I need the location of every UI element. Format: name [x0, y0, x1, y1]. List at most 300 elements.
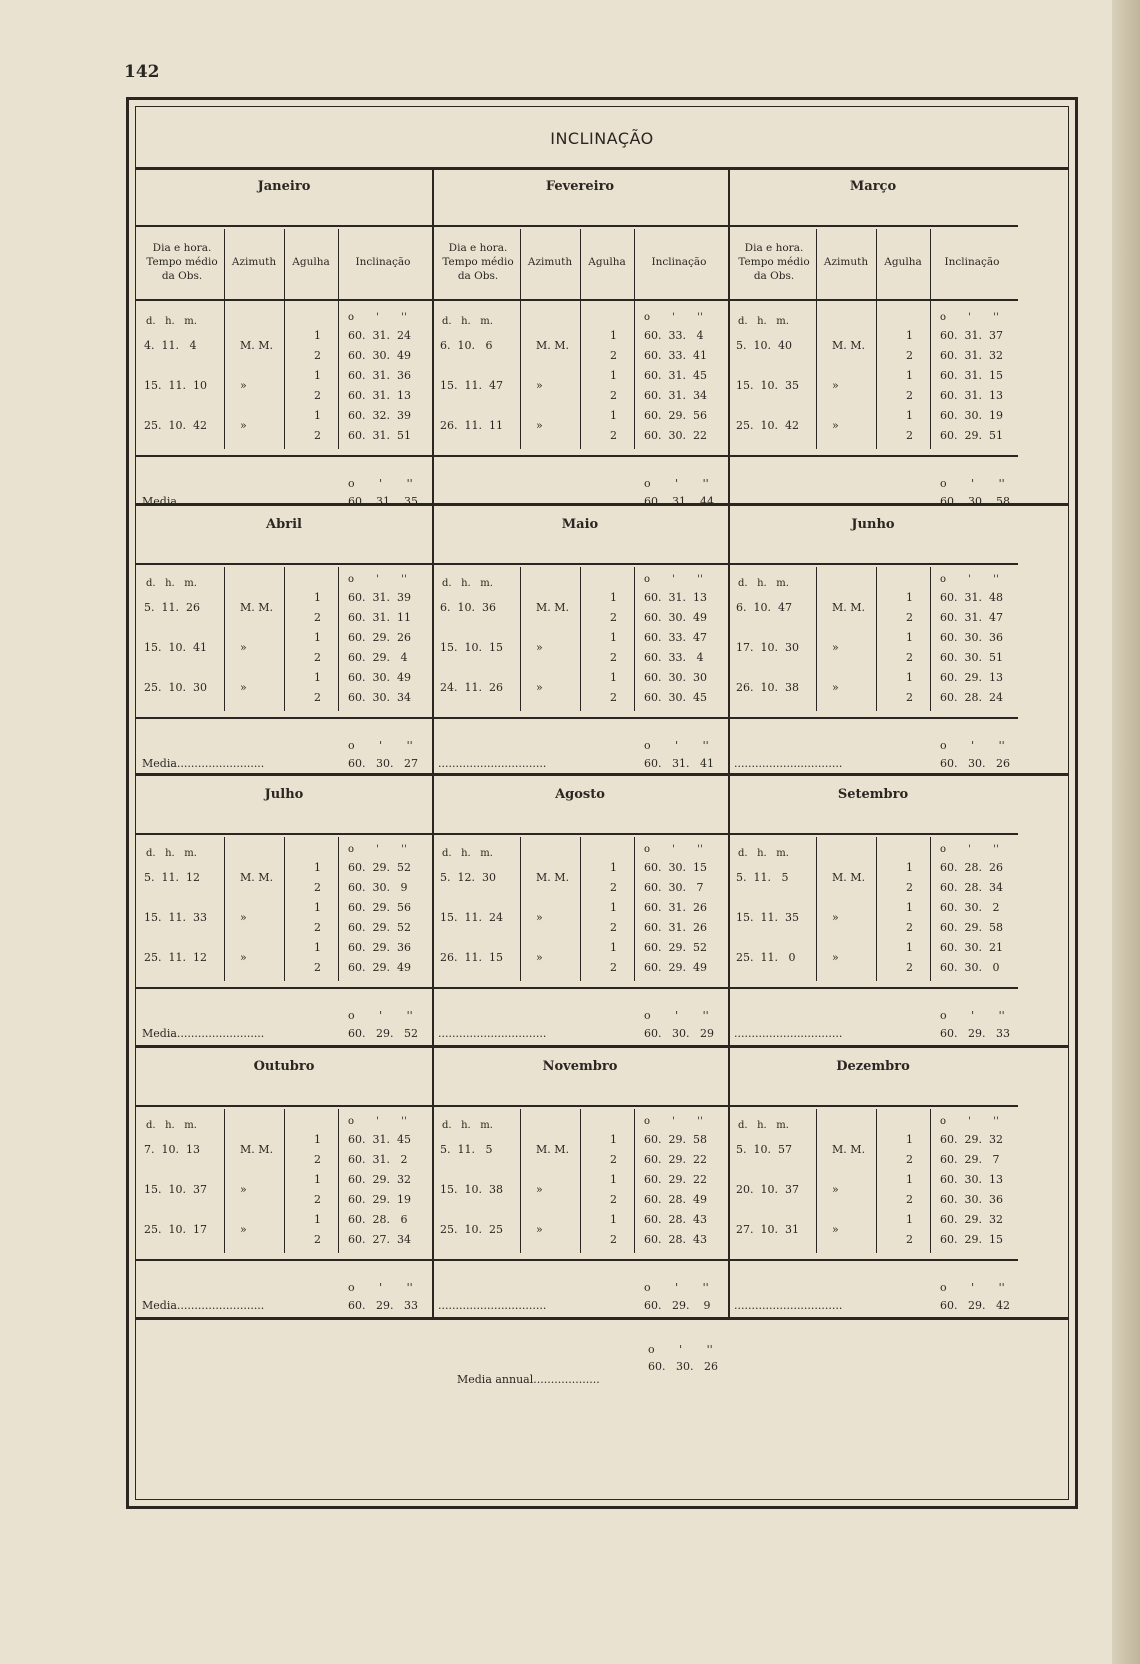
section-rule-3 [136, 1317, 1068, 1320]
agulha-value: 1 [906, 1213, 913, 1226]
inclinacao-value: 60. 30. 9 [348, 881, 408, 894]
agulha-value: 2 [906, 881, 913, 894]
agulha-value: 1 [906, 591, 913, 604]
header-inclinacao: Inclinação [651, 256, 707, 268]
media-units: o ' '' [348, 477, 413, 490]
header-azimuth: Azimuth [527, 256, 573, 268]
inclinacao-value: 60. 31. 37 [940, 329, 1003, 342]
annual-media-value: 60. 30. 26 [648, 1360, 718, 1373]
header-dia: Dia e hora. [448, 242, 508, 254]
azimuth-value: » [240, 911, 247, 924]
obs-time: 6. 10. 6 [440, 339, 493, 352]
col-line-azimuth [224, 567, 225, 711]
inclinacao-value: 60. 30. 36 [940, 631, 1003, 644]
agulha-value: 1 [610, 631, 617, 644]
month-name: Outubro [253, 1059, 315, 1074]
obs-time: 5. 11. 12 [144, 871, 200, 884]
header-obs: da Obs. [753, 270, 795, 282]
units-dhm: d. h. m. [442, 316, 493, 327]
header-bottom-line [728, 1105, 1018, 1107]
table-inner [135, 106, 1069, 1500]
agulha-value: 2 [906, 961, 913, 974]
agulha-value: 2 [906, 1233, 913, 1246]
inclinacao-value: 60. 29. 58 [644, 1133, 707, 1146]
obs-time: 6. 10. 36 [440, 601, 496, 614]
units-deg: o ' '' [644, 312, 703, 323]
media-label: Media [142, 757, 177, 770]
agulha-value: 2 [906, 1153, 913, 1166]
units-dhm: d. h. m. [442, 1120, 493, 1131]
media-dots: ............................... [734, 1299, 843, 1312]
units-dhm: d. h. m. [442, 578, 493, 589]
units-dhm: d. h. m. [442, 848, 493, 859]
inclinacao-value: 60. 27. 34 [348, 1233, 411, 1246]
inclinacao-value: 60. 29. 26 [348, 631, 411, 644]
inclinacao-value: 60. 30. 21 [940, 941, 1003, 954]
agulha-value: 1 [610, 591, 617, 604]
col-line-azimuth [224, 229, 225, 449]
page-number: 142 [124, 62, 160, 82]
agulha-value: 1 [610, 1133, 617, 1146]
header-bottom-line [136, 1105, 432, 1107]
inclinacao-value: 60. 31. 45 [644, 369, 707, 382]
col-line-agulha [580, 229, 581, 449]
media-dots: ......................... [176, 1299, 265, 1312]
media-dots: ......................... [176, 495, 265, 508]
media-units: o ' '' [348, 739, 413, 752]
units-deg: o ' '' [940, 844, 999, 855]
month-block-setembro [728, 777, 1018, 1047]
obs-time: 5. 11. 26 [144, 601, 200, 614]
inclinacao-value: 60. 31. 47 [940, 611, 1003, 624]
month-block-junho [728, 507, 1018, 777]
media-dots: ............................... [438, 1027, 547, 1040]
header-agulha: Agulha [884, 256, 922, 268]
header-bottom-line [136, 563, 432, 565]
header-agulha: Agulha [588, 256, 626, 268]
col-line-inclinacao [338, 1109, 339, 1253]
inclinacao-value: 60. 29. 4 [348, 651, 408, 664]
units-dhm: d. h. m. [738, 1120, 789, 1131]
header-dia: Dia e hora. [152, 242, 212, 254]
units-deg: o ' '' [644, 574, 703, 585]
month-name: Janeiro [257, 179, 311, 194]
col-line-inclinacao [338, 229, 339, 449]
agulha-value: 1 [610, 1213, 617, 1226]
inclinacao-value: 60. 30. 2 [940, 901, 1000, 914]
obs-time: 15. 10. 15 [440, 641, 503, 654]
inclinacao-value: 60. 29. 52 [348, 861, 411, 874]
header-bottom-line [432, 833, 728, 835]
obs-time: 25. 10. 30 [144, 681, 207, 694]
agulha-value: 2 [314, 1193, 321, 1206]
annual-media-row [436, 1360, 600, 1399]
agulha-value: 1 [610, 941, 617, 954]
inclinacao-value: 60. 31. 13 [644, 591, 707, 604]
obs-time: 27. 10. 31 [736, 1223, 799, 1236]
inclinacao-value: 60. 30. 15 [644, 861, 707, 874]
col-line-agulha [284, 567, 285, 711]
obs-time: 5. 11. 5 [440, 1143, 493, 1156]
media-units: o ' '' [940, 739, 1005, 752]
col-line-azimuth [816, 229, 817, 449]
col-line-inclinacao [338, 837, 339, 981]
media-value: 60. 29. 52 [348, 1027, 418, 1040]
agulha-value: 1 [610, 901, 617, 914]
col-line-inclinacao [930, 229, 931, 449]
agulha-value: 1 [906, 671, 913, 684]
obs-time: 26. 10. 38 [736, 681, 799, 694]
azimuth-value: M. M. [536, 601, 570, 614]
col-line-agulha [876, 567, 877, 711]
agulha-value: 1 [906, 1173, 913, 1186]
month-block-março [728, 169, 1018, 507]
inclinacao-value: 60. 29. 22 [644, 1153, 707, 1166]
obs-time: 24. 11. 26 [440, 681, 503, 694]
agulha-value: 2 [314, 1153, 321, 1166]
azimuth-value: » [832, 379, 839, 392]
agulha-value: 2 [314, 881, 321, 894]
header-inclinacao: Inclinação [355, 256, 411, 268]
units-dhm: d. h. m. [146, 1120, 197, 1131]
inclinacao-value: 60. 31. 15 [940, 369, 1003, 382]
media-value: 60. 29. 9 [644, 1299, 711, 1312]
media-units: o ' '' [940, 477, 1005, 490]
col-line-inclinacao [930, 837, 931, 981]
obs-time: 17. 10. 30 [736, 641, 799, 654]
obs-time: 26. 11. 15 [440, 951, 503, 964]
units-deg: o ' '' [644, 844, 703, 855]
month-block-agosto [432, 777, 728, 1047]
month-block-julho [136, 777, 432, 1047]
inclinacao-value: 60. 29. 36 [348, 941, 411, 954]
azimuth-value: » [536, 951, 543, 964]
obs-time: 15. 11. 24 [440, 911, 503, 924]
col-line-azimuth [520, 1109, 521, 1253]
inclinacao-value: 60. 29. 56 [348, 901, 411, 914]
month-block-maio [432, 507, 728, 777]
agulha-value: 1 [314, 901, 321, 914]
inclinacao-value: 60. 32. 39 [348, 409, 411, 422]
media-row [438, 1299, 546, 1312]
media-row [438, 757, 546, 770]
azimuth-value: » [240, 419, 247, 432]
agulha-value: 2 [314, 429, 321, 442]
agulha-value: 2 [610, 429, 617, 442]
header-agulha: Agulha [292, 256, 330, 268]
media-row [438, 1027, 546, 1040]
media-row [142, 757, 264, 770]
agulha-value: 1 [610, 861, 617, 874]
units-deg: o ' '' [348, 1116, 407, 1127]
month-name: Maio [561, 517, 599, 532]
agulha-value: 2 [314, 961, 321, 974]
col-line-agulha [876, 1109, 877, 1253]
azimuth-value: » [832, 1183, 839, 1196]
inclinacao-value: 60. 31. 26 [644, 901, 707, 914]
inclinacao-value: 60. 29. 22 [644, 1173, 707, 1186]
agulha-value: 2 [906, 389, 913, 402]
header-obs: da Obs. [457, 270, 499, 282]
inclinacao-value: 60. 33. 47 [644, 631, 707, 644]
azimuth-value: » [536, 419, 543, 432]
media-value: 60. 29. 33 [940, 1027, 1010, 1040]
agulha-value: 2 [906, 429, 913, 442]
header-rule [728, 299, 1018, 301]
annual-media-units: o ' '' [648, 1343, 713, 1356]
inclinacao-value: 60. 29. 51 [940, 429, 1003, 442]
header-bottom-line [728, 833, 1018, 835]
month-name: Novembro [542, 1059, 618, 1074]
units-deg: o ' '' [348, 312, 407, 323]
inclinacao-value: 60. 28. 49 [644, 1193, 707, 1206]
col-line-azimuth [816, 1109, 817, 1253]
agulha-value: 2 [314, 349, 321, 362]
month-block-fevereiro [432, 169, 728, 507]
media-row [734, 757, 842, 770]
media-top-line [136, 987, 432, 989]
inclinacao-value: 60. 28. 43 [644, 1233, 707, 1246]
agulha-value: 1 [906, 861, 913, 874]
azimuth-value: M. M. [832, 339, 866, 352]
media-row [142, 1299, 264, 1312]
media-dots: ......................... [176, 1027, 265, 1040]
obs-time: 5. 11. 5 [736, 871, 789, 884]
media-value: 60. 29. 42 [940, 1299, 1010, 1312]
inclinacao-value: 60. 29. 52 [348, 921, 411, 934]
col-line-azimuth [224, 1109, 225, 1253]
inclinacao-value: 60. 31. 32 [940, 349, 1003, 362]
inclinacao-value: 60. 31. 34 [644, 389, 707, 402]
inclinacao-value: 60. 29. 56 [644, 409, 707, 422]
header-obs: da Obs. [161, 270, 203, 282]
agulha-value: 2 [906, 651, 913, 664]
agulha-value: 1 [314, 1213, 321, 1226]
inclinacao-value: 60. 31. 26 [644, 921, 707, 934]
azimuth-value: » [832, 641, 839, 654]
azimuth-value: » [832, 911, 839, 924]
inclinacao-value: 60. 31. 39 [348, 591, 411, 604]
inclinacao-value: 60. 30. 19 [940, 409, 1003, 422]
obs-time: 25. 10. 42 [144, 419, 207, 432]
azimuth-value: » [832, 681, 839, 694]
agulha-value: 1 [314, 1133, 321, 1146]
col-line-inclinacao [338, 567, 339, 711]
col-line-agulha [580, 837, 581, 981]
media-label: Media [142, 1299, 177, 1312]
inclinacao-value: 60. 29. 49 [348, 961, 411, 974]
media-row [734, 1299, 842, 1312]
month-name: Setembro [837, 787, 909, 802]
obs-time: 25. 11. 12 [144, 951, 207, 964]
inclinacao-value: 60. 30. 36 [940, 1193, 1003, 1206]
azimuth-value: » [536, 681, 543, 694]
azimuth-value: » [240, 379, 247, 392]
media-units: o ' '' [348, 1281, 413, 1294]
units-deg: o ' '' [348, 844, 407, 855]
agulha-value: 1 [906, 409, 913, 422]
azimuth-value: M. M. [832, 601, 866, 614]
azimuth-value: M. M. [536, 339, 570, 352]
azimuth-value: » [832, 419, 839, 432]
inclinacao-value: 60. 31. 11 [348, 611, 411, 624]
media-dots: ............................... [438, 495, 547, 508]
agulha-value: 1 [906, 941, 913, 954]
agulha-value: 2 [610, 1233, 617, 1246]
media-label: Media [142, 495, 177, 508]
col-line-agulha [284, 1109, 285, 1253]
inclinacao-value: 60. 30. 45 [644, 691, 707, 704]
media-dots: ......................... [176, 757, 265, 770]
col-line-azimuth [224, 837, 225, 981]
month-block-janeiro [136, 169, 432, 507]
inclinacao-value: 60. 29. 32 [940, 1213, 1003, 1226]
inclinacao-value: 60. 28. 26 [940, 861, 1003, 874]
media-row [142, 1027, 264, 1040]
media-dots: ............................... [734, 757, 843, 770]
col-line-azimuth [816, 567, 817, 711]
col-line-inclinacao [930, 567, 931, 711]
header-dia: Dia e hora. [744, 242, 804, 254]
agulha-value: 2 [314, 1233, 321, 1246]
obs-time: 15. 10. 37 [144, 1183, 207, 1196]
obs-time: 5. 12. 30 [440, 871, 496, 884]
obs-time: 25. 11. 0 [736, 951, 796, 964]
azimuth-value: M. M. [240, 871, 274, 884]
azimuth-value: » [536, 379, 543, 392]
obs-time: 15. 10. 38 [440, 1183, 503, 1196]
header-bottom-line [728, 225, 1018, 227]
units-deg: o ' '' [348, 574, 407, 585]
inclinacao-value: 60. 30. 51 [940, 651, 1003, 664]
inclinacao-value: 60. 28. 43 [644, 1213, 707, 1226]
agulha-value: 2 [314, 389, 321, 402]
media-units: o ' '' [348, 1009, 413, 1022]
page-edge [1112, 0, 1140, 1664]
inclinacao-value: 60. 33. 4 [644, 329, 704, 342]
agulha-value: 1 [314, 671, 321, 684]
agulha-value: 2 [610, 691, 617, 704]
header-tempo: Tempo médio [442, 256, 514, 268]
media-top-line [728, 987, 1018, 989]
media-units: o ' '' [644, 1281, 709, 1294]
col-line-inclinacao [930, 1109, 931, 1253]
agulha-value: 1 [314, 409, 321, 422]
annual-media-dots: ................... [533, 1373, 600, 1386]
inclinacao-value: 60. 33. 4 [644, 651, 704, 664]
column-divider-2 [728, 167, 730, 1317]
col-line-agulha [284, 837, 285, 981]
agulha-value: 1 [314, 591, 321, 604]
month-name: Março [849, 179, 897, 194]
header-inclinacao: Inclinação [944, 256, 1000, 268]
inclinacao-value: 60. 30. 49 [644, 611, 707, 624]
obs-time: 6. 10. 47 [736, 601, 792, 614]
col-line-agulha [876, 837, 877, 981]
inclinacao-value: 60. 30. 49 [348, 349, 411, 362]
col-line-inclinacao [634, 229, 635, 449]
agulha-value: 1 [610, 409, 617, 422]
units-deg: o ' '' [940, 312, 999, 323]
obs-time: 5. 10. 40 [736, 339, 792, 352]
agulha-value: 1 [906, 369, 913, 382]
agulha-value: 2 [906, 611, 913, 624]
agulha-value: 1 [610, 369, 617, 382]
media-top-line [432, 1259, 728, 1261]
media-top-line [136, 717, 432, 719]
inclinacao-value: 60. 31. 36 [348, 369, 411, 382]
azimuth-value: M. M. [536, 1143, 570, 1156]
units-deg: o ' '' [940, 1116, 999, 1127]
azimuth-value: » [536, 911, 543, 924]
inclinacao-value: 60. 30. 0 [940, 961, 1000, 974]
azimuth-value: » [240, 1223, 247, 1236]
header-bottom-line [432, 1105, 728, 1107]
col-line-azimuth [520, 567, 521, 711]
media-value: 60. 30. 26 [940, 757, 1010, 770]
inclinacao-value: 60. 29. 19 [348, 1193, 411, 1206]
header-azimuth: Azimuth [231, 256, 277, 268]
inclinacao-value: 60. 33. 41 [644, 349, 707, 362]
media-units: o ' '' [644, 1009, 709, 1022]
col-line-azimuth [520, 229, 521, 449]
units-deg: o ' '' [940, 574, 999, 585]
col-line-agulha [580, 567, 581, 711]
units-dhm: d. h. m. [738, 578, 789, 589]
media-value: 60. 29. 33 [348, 1299, 418, 1312]
header-tempo: Tempo médio [738, 256, 810, 268]
col-line-inclinacao [634, 567, 635, 711]
header-tempo: Tempo médio [146, 256, 218, 268]
header-bottom-line [136, 833, 432, 835]
col-line-agulha [580, 1109, 581, 1253]
inclinacao-value: 60. 29. 52 [644, 941, 707, 954]
azimuth-value: » [832, 1223, 839, 1236]
media-value: 60. 30. 27 [348, 757, 418, 770]
obs-time: 7. 10. 13 [144, 1143, 200, 1156]
agulha-value: 2 [906, 691, 913, 704]
inclinacao-value: 60. 28. 24 [940, 691, 1003, 704]
page-title: INCLINAÇÃO [550, 129, 654, 148]
agulha-value: 2 [314, 921, 321, 934]
inclinacao-value: 60. 30. 22 [644, 429, 707, 442]
column-divider-1 [432, 167, 434, 1317]
header-bottom-line [136, 225, 432, 227]
agulha-value: 2 [610, 961, 617, 974]
media-top-line [432, 717, 728, 719]
agulha-value: 2 [610, 881, 617, 894]
obs-time: 15. 11. 33 [144, 911, 207, 924]
agulha-value: 1 [610, 671, 617, 684]
media-dots: ............................... [438, 757, 547, 770]
azimuth-value: » [240, 951, 247, 964]
month-name: Abril [266, 517, 302, 532]
obs-time: 25. 10. 17 [144, 1223, 207, 1236]
media-units: o ' '' [644, 477, 709, 490]
col-line-agulha [284, 229, 285, 449]
inclinacao-value: 60. 31. 13 [348, 389, 411, 402]
media-row [734, 1027, 842, 1040]
inclinacao-value: 60. 29. 13 [940, 671, 1003, 684]
obs-time: 15. 11. 35 [736, 911, 799, 924]
media-top-line [728, 717, 1018, 719]
agulha-value: 2 [610, 1193, 617, 1206]
azimuth-value: » [240, 641, 247, 654]
inclinacao-value: 60. 31. 24 [348, 329, 411, 342]
units-dhm: d. h. m. [738, 316, 789, 327]
agulha-value: 2 [610, 651, 617, 664]
media-units: o ' '' [644, 739, 709, 752]
